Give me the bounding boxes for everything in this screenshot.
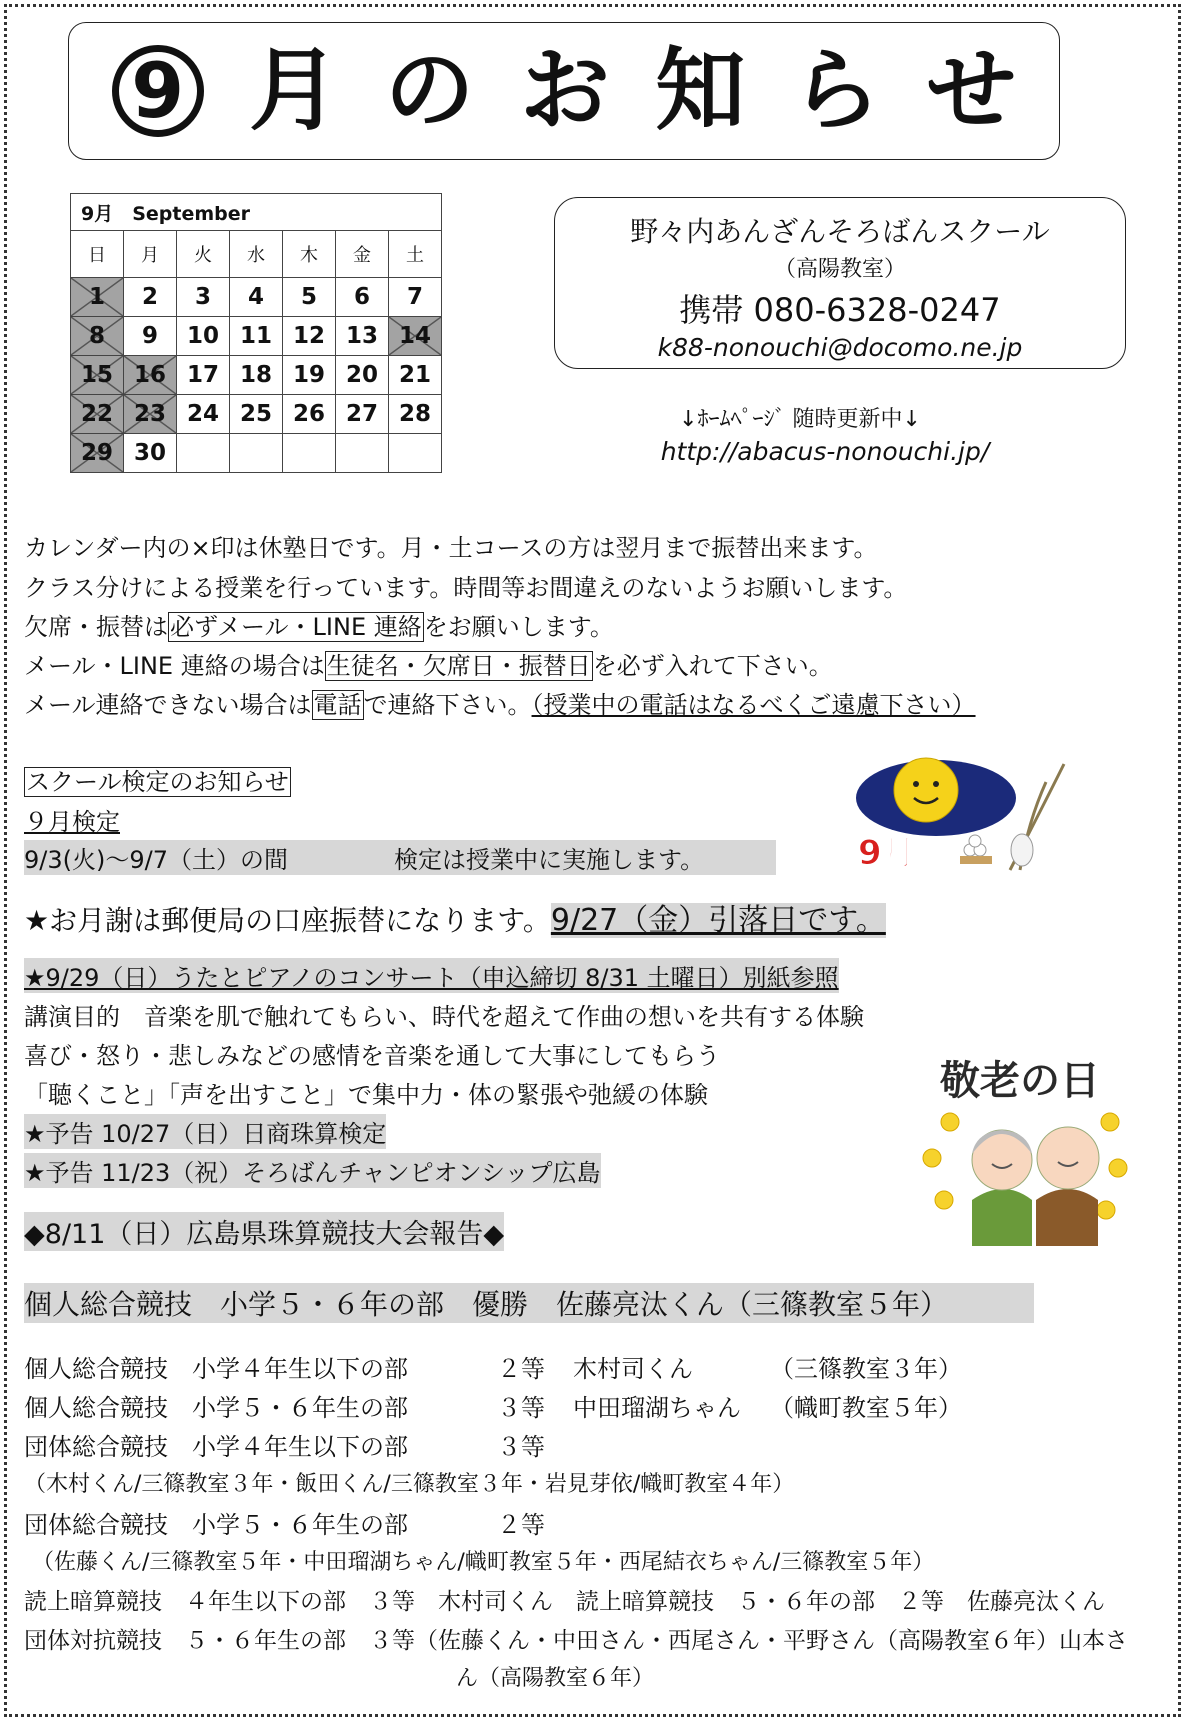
calendar-week <box>71 434 442 473</box>
calendar-day <box>230 356 283 395</box>
day-number: 3 <box>194 284 211 310</box>
report-row: 団体総合競技 小学５・６年生の部 ２等 <box>24 1511 545 1539</box>
day-number: 29 <box>80 440 113 466</box>
note-text: 欠席・振替は <box>24 613 168 641</box>
calendar-week <box>71 317 442 356</box>
school-phone[interactable]: 携帯 080-6328-0247 <box>679 291 1001 329</box>
report-row: 個人総合競技 小学４年生以下の部 ２等 木村司くん （三篠教室３年） <box>24 1355 962 1383</box>
day-number: 7 <box>406 284 423 310</box>
note-line <box>24 646 833 681</box>
calendar-header: 9月 September <box>71 194 442 231</box>
notice-item: ★予告 10/27（日）日商珠算検定 <box>24 1114 386 1149</box>
concert-detail: 講演目的 音楽を肌で触れてもらい、時代を超えて作曲の想いを共有する体験 <box>24 1003 864 1031</box>
weekday-6: 土 <box>389 231 442 278</box>
exam-period-row <box>24 840 776 875</box>
day-number: 4 <box>247 284 264 310</box>
calendar-week <box>71 278 442 317</box>
grandpa-body <box>1036 1189 1098 1246</box>
weekday-row <box>71 231 442 278</box>
day-number: 30 <box>133 440 166 466</box>
title-char: の <box>384 38 475 143</box>
keirou-label: 敬老の日 <box>940 1058 1100 1104</box>
title-char: ら <box>790 38 881 143</box>
report-row: 団体対抗競技 ５・６年生の部 ３等（佐藤くん・中田さん・西尾さん・平野さん（高陽教室６年）山本さ <box>24 1628 1128 1654</box>
calendar-day <box>283 395 336 434</box>
calendar-day <box>177 434 230 473</box>
school-email[interactable]: k88-nonouchi@docomo.ne.jp <box>657 333 1023 362</box>
day-number: 27 <box>345 401 378 427</box>
report-row: 読上暗算競技 ４年生以下の部 ３等 木村司くん 読上暗算競技 ５・６年の部 ２等 佐藤亮汰くん <box>24 1589 1105 1615</box>
note-text: を必ず入れて下さい。 <box>592 652 833 680</box>
day-number: 10 <box>186 323 219 349</box>
calendar-day <box>336 434 389 473</box>
title-char: お <box>519 38 610 143</box>
concert-detail: 喜び・怒り・悲しみなどの感情を音楽を通して大事にしてもらう <box>24 1042 720 1070</box>
calendar-day-closed <box>124 356 177 395</box>
calendar-day <box>230 395 283 434</box>
grandma-body <box>972 1189 1032 1246</box>
weekday-0: 日 <box>71 231 124 278</box>
moon-rabbit-illustration <box>850 752 1072 874</box>
calendar-day <box>177 356 230 395</box>
report-members: （木村くん/三篠教室３年・飯田くん/三篠教室３年・岩見芽依/幟町教室４年） <box>24 1472 795 1497</box>
calendar-day <box>230 434 283 473</box>
calendar-day <box>389 278 442 317</box>
rabbit-icon <box>1011 834 1033 866</box>
note-text: メール・LINE 連絡の場合は <box>24 652 325 680</box>
fee-text: ★お月謝は郵便局の口座振替になります。 <box>24 904 551 937</box>
calendar-day <box>177 317 230 356</box>
calendar-day-closed <box>71 395 124 434</box>
day-number: 8 <box>88 323 105 349</box>
calendar-day <box>336 278 389 317</box>
fee-date: 9/27（金）引落日です。 <box>550 903 886 938</box>
exam-desc: 検定は授業中に実施します。 <box>393 846 705 874</box>
weekday-2: 火 <box>177 231 230 278</box>
day-number: 15 <box>80 362 113 388</box>
day-number: 25 <box>239 401 272 427</box>
concert-detail: 「聴くこと」「声を出すこと」で集中力・体の緊張や弛緩の体験 <box>24 1081 708 1109</box>
calendar-day <box>283 317 336 356</box>
day-number: 20 <box>345 362 378 388</box>
day-number: 26 <box>292 401 325 427</box>
calendar-day <box>283 434 336 473</box>
calendar-day <box>177 278 230 317</box>
note-line: カレンダー内の×印は休塾日です。月・土コースの方は翌月まで振替出来ます。 <box>24 534 878 562</box>
fee-notice <box>24 895 886 939</box>
calendar-day <box>389 356 442 395</box>
calendar-day <box>283 356 336 395</box>
day-number: 6 <box>353 284 370 310</box>
day-number: 9 <box>141 323 158 349</box>
day-number: 21 <box>398 362 431 388</box>
school-name: 野々内あんざんそろばんスクール <box>630 215 1050 248</box>
day-number: 14 <box>398 323 431 349</box>
note-text: で連絡下さい。 <box>363 691 532 719</box>
calendar-day <box>230 317 283 356</box>
calendar-day-closed <box>389 317 442 356</box>
homepage-link[interactable]: http://abacus-nonouchi.jp/ <box>660 437 990 466</box>
weekday-5: 金 <box>336 231 389 278</box>
note-text: をお願いします。 <box>423 613 614 641</box>
calendar-day <box>230 278 283 317</box>
day-number: 22 <box>80 401 113 427</box>
moon-label: 9月 <box>858 833 916 873</box>
calendar-day-closed <box>71 434 124 473</box>
keirou-illustration <box>912 1050 1134 1246</box>
day-number: 1 <box>88 284 105 310</box>
day-number: 16 <box>133 362 166 388</box>
note-boxed: 生徒名・欠席日・振替日 <box>326 652 591 680</box>
weekday-4: 木 <box>283 231 336 278</box>
report-row: 個人総合競技 小学５・６年生の部 ３等 中田瑠湖ちゃん （幟町教室５年） <box>24 1394 962 1422</box>
report-row: ん（高陽教室６年） <box>456 1666 655 1691</box>
note-boxed: 電話 <box>313 691 362 719</box>
notice-item: ★予告 11/23（祝）そろばんチャンピオンシップ広島 <box>24 1153 601 1188</box>
concert-title: ★9/29（日）うたとピアノのコンサート（申込締切 8/31 土曜日）別紙参照 <box>24 958 839 993</box>
day-number: 5 <box>300 284 317 310</box>
school-branch: （高陽教室） <box>773 257 906 282</box>
note-line <box>24 685 976 720</box>
calendar-day-closed <box>71 317 124 356</box>
calendar-day <box>124 434 177 473</box>
moon-icon <box>894 758 958 822</box>
circled-number: 9 <box>112 45 204 137</box>
day-number: 13 <box>345 323 378 349</box>
exam-heading: スクール検定のお知らせ <box>26 768 289 796</box>
calendar-week <box>71 356 442 395</box>
weekday-3: 水 <box>230 231 283 278</box>
day-number: 17 <box>186 362 219 388</box>
report-top-result: 個人総合競技 小学５・６年の部 優勝 佐藤亮汰くん（三篠教室５年） <box>24 1283 1034 1323</box>
day-number: 23 <box>133 401 166 427</box>
day-number: 12 <box>292 323 325 349</box>
calendar-day-closed <box>71 278 124 317</box>
title-char: 知 <box>655 38 746 143</box>
day-number: 11 <box>239 323 272 349</box>
note-boxed: 必ずメール・LINE 連絡 <box>170 613 422 641</box>
calendar-day <box>124 317 177 356</box>
school-info-box <box>554 197 1126 369</box>
calendar-day <box>124 278 177 317</box>
calendar-week <box>71 395 442 434</box>
day-number: 19 <box>292 362 325 388</box>
calendar-day <box>177 395 230 434</box>
calendar-day <box>389 395 442 434</box>
calendar-day <box>336 317 389 356</box>
title-char: せ <box>926 38 1017 143</box>
calendar <box>70 193 442 473</box>
report-row: 団体総合競技 小学４年生以下の部 ３等 <box>24 1433 545 1461</box>
title-char: 月 <box>249 38 340 143</box>
calendar-day <box>283 278 336 317</box>
calendar-day <box>336 356 389 395</box>
calendar-day-closed <box>124 395 177 434</box>
calendar-day <box>336 395 389 434</box>
exam-period: 9/3(火)～9/7（土）の間 <box>24 846 288 874</box>
note-line: クラス分けによる授業を行っています。時間等お間違えのないようお願いします。 <box>24 574 908 602</box>
grandpa-face-icon <box>1037 1127 1099 1189</box>
day-number: 2 <box>141 284 158 310</box>
report-heading: ◆8/11（日）広島県珠算競技大会報告◆ <box>24 1212 504 1251</box>
note-text: メール連絡できない場合は <box>24 691 312 719</box>
note-line <box>24 607 614 642</box>
report-members: （佐藤くん/三篠教室５年・中田瑠湖ちゃん/幟町教室５年・西尾結衣ちゃん/三篠教室５年） <box>32 1550 935 1575</box>
note-underlined: （授業中の電話はなるべくご遠慮下さい） <box>531 691 976 719</box>
day-number: 24 <box>186 401 219 427</box>
calendar-day-closed <box>71 356 124 395</box>
calendar-day <box>389 434 442 473</box>
weekday-1: 月 <box>124 231 177 278</box>
homepage-label: ↓ﾎｰﾑﾍﾟｰｼﾞ 随時更新中↓ <box>679 407 921 432</box>
exam-sub: ９月検定 <box>24 808 120 836</box>
page-title <box>68 22 1060 160</box>
day-number: 28 <box>398 401 431 427</box>
day-number: 18 <box>239 362 272 388</box>
